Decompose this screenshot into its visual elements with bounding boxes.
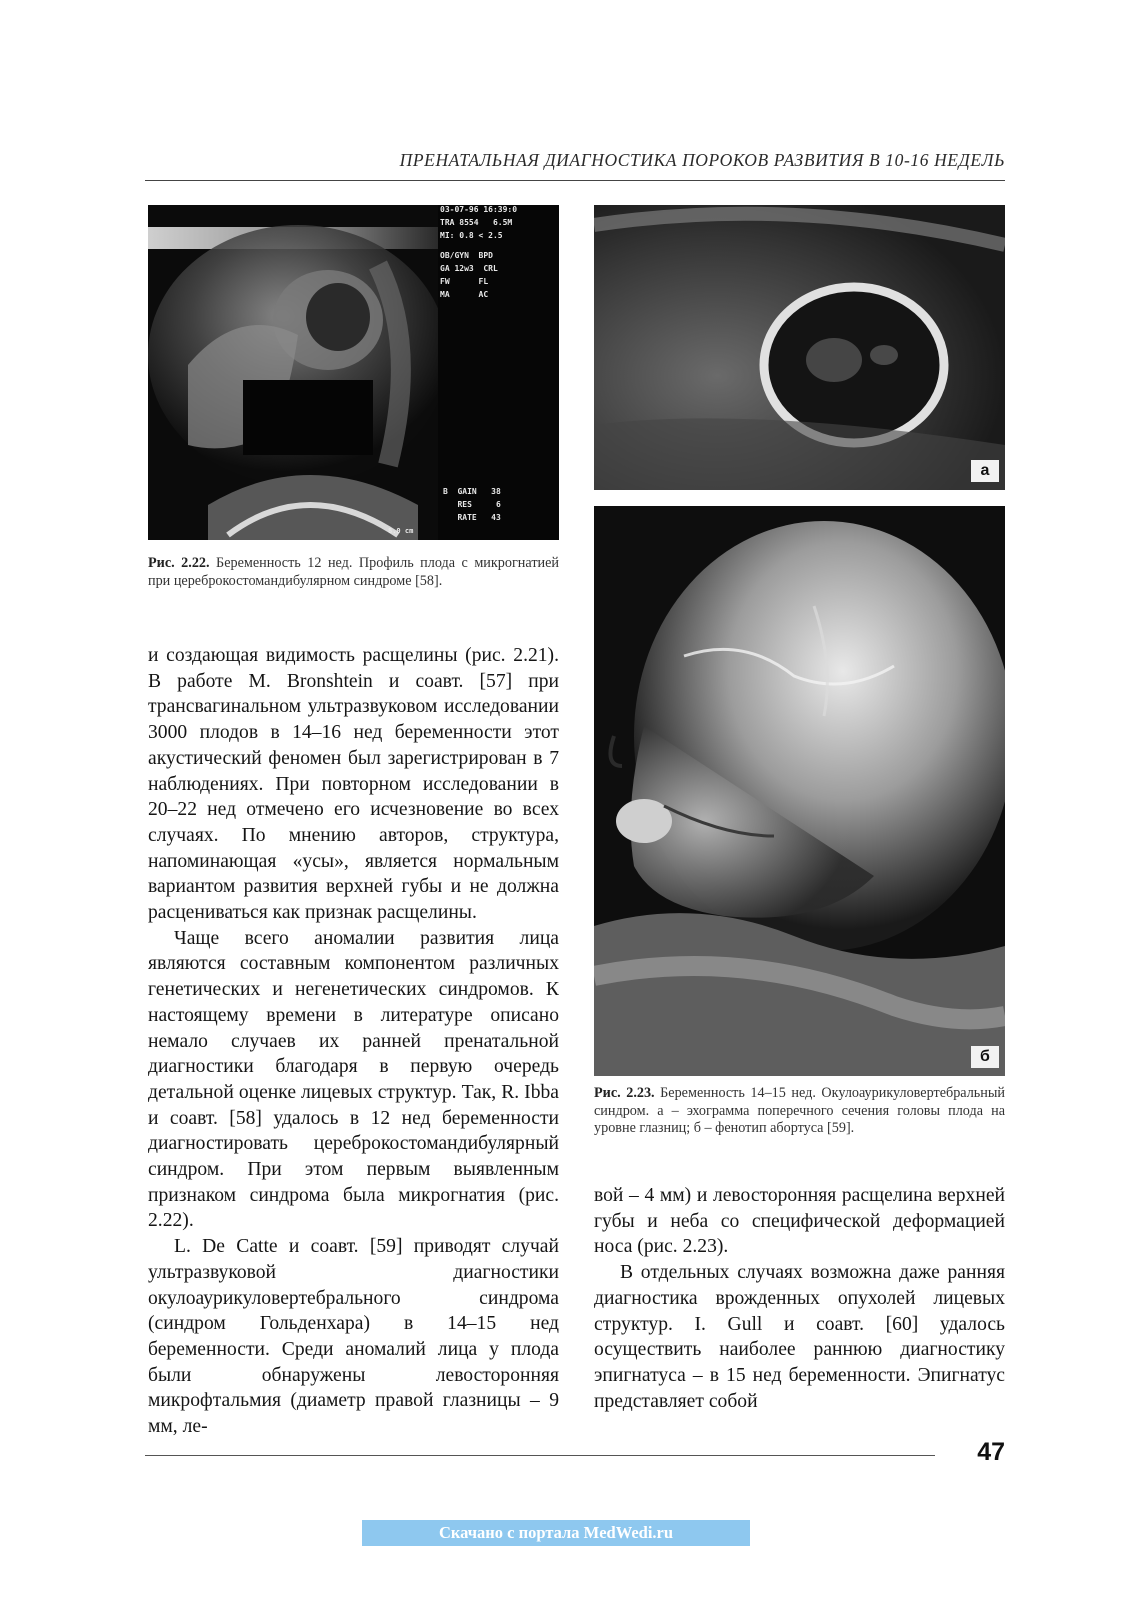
figure-2-23-caption bbox=[594, 1085, 1005, 1138]
footer-rule bbox=[145, 1455, 935, 1456]
figure-2-22-caption-text: Беременность 12 нед. Профиль плода с микрогнатией при цереброкостомандибулярном синдроме [58]. bbox=[148, 555, 559, 589]
ultrasound-overlay-measurements: OB/GYN BPD GA 12w3 CRL FW FL MA AC bbox=[440, 251, 498, 299]
panel-label-a: а bbox=[971, 460, 999, 482]
figure-2-22-caption bbox=[148, 555, 559, 590]
figure-2-23b-phenotype-photo bbox=[594, 506, 1005, 1076]
body-paragraph: В отдельных случаях возможна даже ранняя диагностика врожденных опухолей лицевых структур. I. Gull и соавт. [60] удалось осуществить наиболее раннюю диагностику эпигнатуса – в 15 нед беременности. Эпигнатус представляет собой bbox=[594, 1262, 1005, 1412]
ultrasound-depth-label: 8.0 cm bbox=[388, 527, 414, 535]
ultrasound-overlay-header: 03-07-96 16:39:0 TRA 8554 6.5M MI: 0.8 < 2.5 bbox=[440, 205, 518, 240]
header-rule bbox=[145, 180, 1005, 181]
phenotype-photo-image bbox=[594, 506, 1005, 1076]
panel-label-b: б bbox=[971, 1046, 999, 1068]
figure-2-23-caption-text: Беременность 14–15 нед. Окулоаурикуловертебральный синдром. а – эхограмма поперечного сечения головы плода на уровне глазниц; б – фенотип абортуса [59]. bbox=[594, 1085, 1005, 1136]
figure-2-22-caption-label: Рис. 2.22. bbox=[148, 555, 210, 571]
figure-2-23-caption-label: Рис. 2.23. bbox=[594, 1085, 655, 1101]
body-paragraph: L. De Catte и соавт. [59] приводят случай ультразвуковой диагностики окулоаурикуловертебрального синдрома (синдром Гольденхара) в 14–15 нед беременности. Среди аномалий лица у плода были обнаружены левосторонняя микрофтальмия (диаметр правой глазницы – 9 мм, ле- bbox=[148, 1236, 559, 1438]
figure-2-23a-echogram bbox=[594, 205, 1005, 490]
running-header: ПРЕНАТАЛЬНАЯ ДИАГНОСТИКА ПОРОКОВ РАЗВИТИЯ В 10-16 НЕДЕЛЬ bbox=[399, 150, 1005, 170]
body-paragraph: вой – 4 мм) и левосторонняя расщелина верхней губы и неба со специфической деформацией носа (рис. 2.23). bbox=[594, 1185, 1005, 1258]
echogram-image bbox=[594, 205, 1005, 490]
body-left-column bbox=[148, 643, 559, 1440]
page-number: 47 bbox=[977, 1438, 1005, 1466]
body-paragraph: Чаще всего аномалии развития лица являются составным компонентом различных генетических и негенетических синдромов. К настоящему времени в литературе описано немало случаев их ранней пренатальной диагностики благодаря в первую очередь детальной оценке лицевых структур. Так, R. Ibba и соавт. [58] удалось в 12 нед беременности диагностировать цереброкостомандибулярный синдром. При этом первым выявленным признаком синдрома была микрогнатия (рис. 2.22). bbox=[148, 927, 559, 1232]
body-paragraph: и создающая видимость расщелины (рис. 2.21). В работе M. Bronshtein и соавт. [57] при трансвагинальном ультразвуковом исследовании 3000 плодов в 14–16 нед беременности этот акустический феномен был зарегистрирован в 7 наблюдениях. При повторном исследовании в 20–22 нед отмечено его исчезновение во всех случаях. По мнению авторов, структура, напоминающая «усы», является нормальным вариантом развития верхней губы и не должна расцениваться как признак расщелины. bbox=[148, 645, 559, 924]
figure-2-22-ultrasound bbox=[148, 205, 559, 540]
download-watermark: Скачано с портала MedWedi.ru bbox=[362, 1520, 750, 1546]
ultrasound-overlay-settings: B GAIN 38 RES 6 RATE 43 bbox=[443, 487, 501, 522]
body-right-column bbox=[594, 1183, 1005, 1414]
